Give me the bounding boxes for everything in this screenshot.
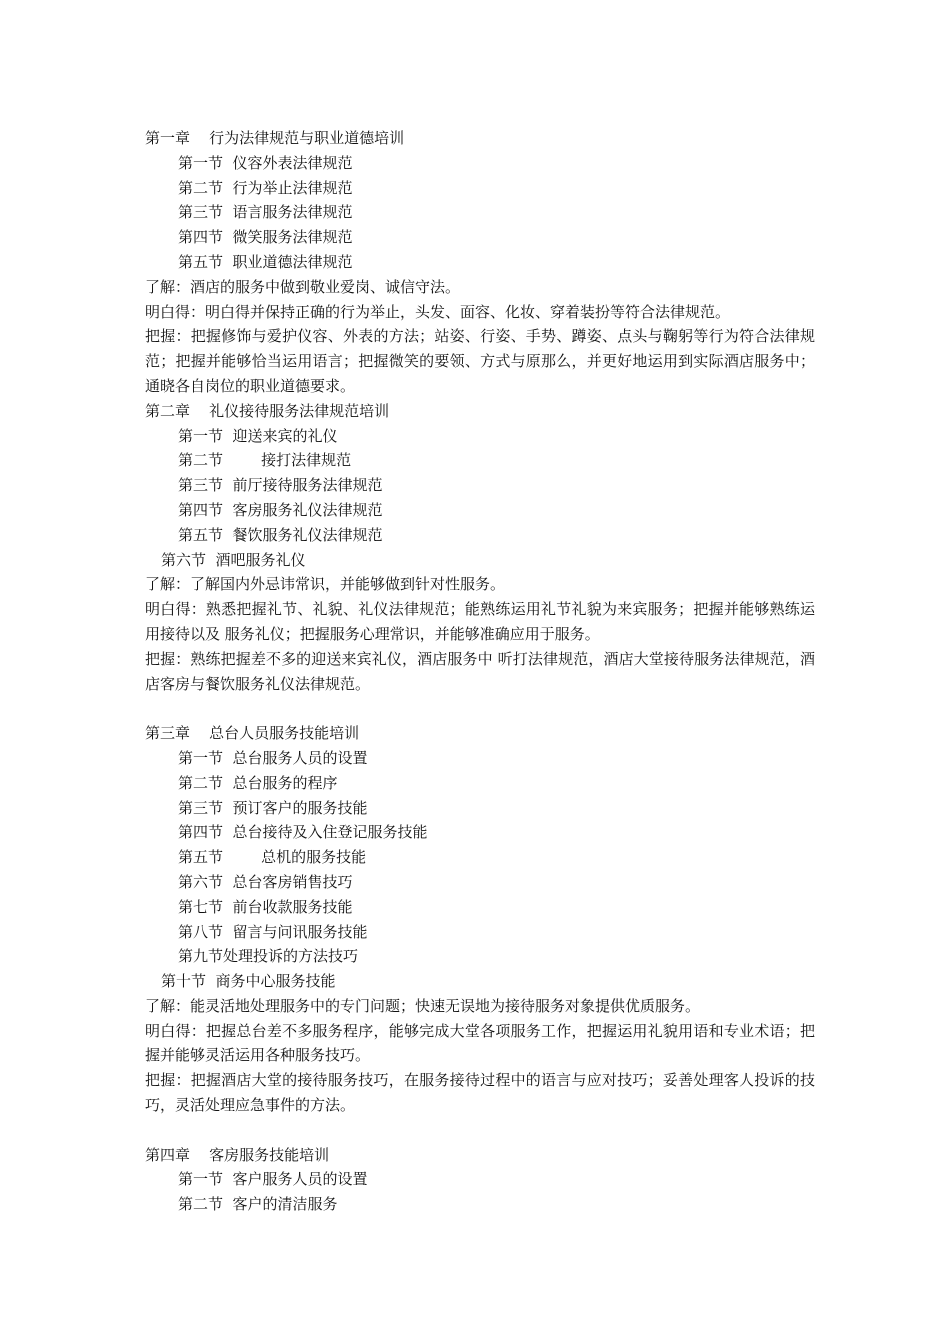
chapter-1-section-5: 第五节 职业道德法律规范: [178, 252, 353, 271]
chapter-3-section-6: 第六节 总台客房销售技巧: [178, 872, 353, 891]
chapter-2-section-3: 第三节 前厅接待服务法律规范: [178, 476, 383, 495]
chapter-3-section-2: 第二节 总台服务的程序: [178, 773, 338, 792]
chapter-3-comprehend-paragraph: 明白得：把握总台差不多服务程序，能够完成大堂各项服务工作，把握运用礼貌用语和专业术语；把握并能够灵活运用各种服务技巧。: [145, 1021, 815, 1065]
chapter-3-section-4: 第四节 总台接待及入住登记服务技能: [178, 823, 428, 842]
chapter-2-section-1: 第一节 迎送来宾的礼仪: [178, 426, 338, 445]
chapter-3-section-1: 第一节 总台服务人员的设置: [178, 748, 368, 767]
chapter-4-section-1: 第一节 客户服务人员的设置: [178, 1170, 368, 1189]
chapter-3-section-9: 第九节处理投诉的方法技巧: [178, 947, 359, 966]
chapter-3-section-8: 第八节 留言与问讯服务技能: [178, 922, 368, 941]
chapter-2-section-2: 第二节 接打法律规范: [178, 451, 352, 470]
chapter-2-comprehend-paragraph: 明白得：熟悉把握礼节、礼貌、礼仪法律规范；能熟练运用礼节礼貌为来宾服务；把握并能够熟练运用接待以及 服务礼仪；把握服务心理常识，并能够准确应用于服务。: [145, 600, 815, 643]
chapter-3-section-7: 第七节 前台收款服务技能: [178, 897, 353, 916]
chapter-1-section-1: 第一节 仪容外表法律规范: [178, 153, 353, 172]
chapter-1-comprehend-paragraph: 明白得：明白得并保持正确的行为举止，头发、面容、化妆、穿着装扮等符合法律规范。: [145, 302, 731, 321]
chapter-2-section-5: 第五节 餐饮服务礼仪法律规范: [178, 525, 383, 544]
document-page: [145, 126, 815, 1217]
chapter-3-section-5: 第五节 总机的服务技能: [178, 848, 367, 867]
chapter-1-master-paragraph: 把握：把握修饰与爱护仪容、外表的方法；站姿、行姿、手势、蹲姿、点头与鞠躬等行为符合法律规范；把握并能够恰当运用语言；把握微笑的要领、方式与原那么，并更好地运用到实际酒店服务中；通晓各自岗位的职业道德要求。: [145, 327, 815, 395]
chapter-2-section-6: 第六节 酒吧服务礼仪: [161, 550, 306, 569]
spacer: [145, 1118, 815, 1143]
chapter-3-section-10: 第十节 商务中心服务技能: [161, 972, 336, 991]
chapter-1-section-3: 第三节 语言服务法律规范: [178, 203, 353, 222]
chapter-1-section-4: 第四节 微笑服务法律规范: [178, 228, 353, 247]
spacer: [145, 696, 815, 721]
chapter-3-section-3: 第三节 预订客户的服务技能: [178, 798, 368, 817]
chapter-3-master-paragraph: 把握：把握酒店大堂的接待服务技巧，在服务接待过程中的语言与应对技巧；妥善处理客人投诉的技巧，灵活处理应急事件的方法。: [145, 1071, 815, 1115]
chapter-4-section-2: 第二节 客户的清洁服务: [178, 1195, 338, 1214]
chapter-1-title: 第一章 行为法律规范与职业道德培训: [145, 129, 405, 147]
chapter-1-section-2: 第二节 行为举止法律规范: [178, 178, 353, 197]
chapter-3-understand-paragraph: 了解：能灵活地处理服务中的专门问题；快速无误地为接待服务对象提供优质服务。: [145, 996, 701, 1015]
chapter-3-title: 第三章 总台人员服务技能培训: [145, 724, 360, 743]
chapter-2-master-paragraph: 把握：熟练把握差不多的迎送来宾礼仪，酒店服务中 听打法律规范，酒店大堂接待服务法律规范，酒店客房与餐饮服务礼仪法律规范。: [145, 649, 815, 693]
chapter-2-section-4: 第四节 客房服务礼仪法律规范: [178, 500, 383, 519]
chapter-2-understand-paragraph: 了解：了解国内外忌讳常识，并能够做到针对性服务。: [145, 575, 506, 594]
chapter-4-title: 第四章 客房服务技能培训: [145, 1145, 330, 1164]
chapter-1-understand-paragraph: 了解：酒店的服务中做到敬业爱岗、诚信守法。: [145, 277, 461, 296]
chapter-2-title: 第二章 礼仪接待服务法律规范培训: [145, 401, 390, 420]
